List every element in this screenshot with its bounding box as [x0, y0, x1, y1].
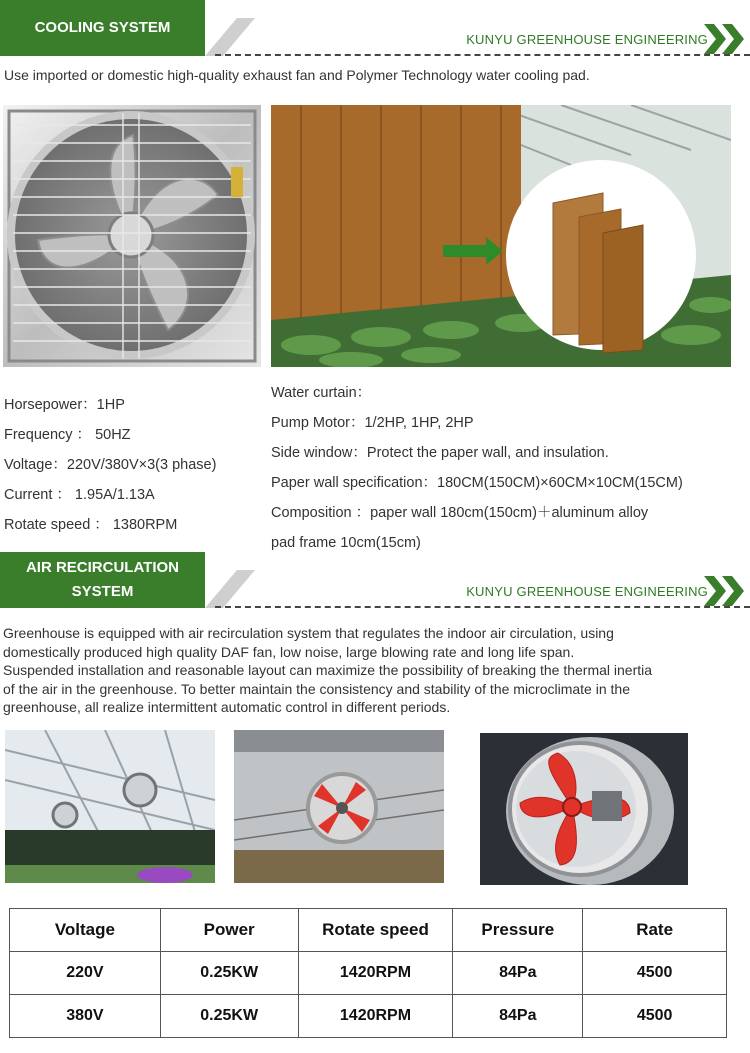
brand-label: KUNYU GREENHOUSE ENGINEERING — [466, 32, 708, 47]
table-cell: 0.25KW — [160, 995, 298, 1038]
recirc-section-header — [0, 552, 750, 608]
hanging-fan-image — [234, 730, 444, 883]
fan-spec-voltage: Voltage：220V/380V×3(3 phase) — [4, 457, 217, 473]
brand-label: KUNYU GREENHOUSE ENGINEERING — [466, 584, 708, 599]
recirc-tab-title-line1: AIR RECIRCULATION — [25, 559, 180, 576]
double-chevron-icon — [704, 576, 746, 606]
table-row — [10, 952, 727, 995]
col-header-power: Power — [160, 909, 298, 952]
recirc-tab — [0, 552, 205, 608]
fan-spec-rotate-speed: Rotate speed ： 1380RPM — [4, 517, 178, 533]
cooling-intro: Use imported or domestic high-quality exhaust fan and Polymer Technology water cooling pad. — [4, 67, 590, 83]
table-cell: 4500 — [583, 995, 727, 1038]
table-cell: 84Pa — [453, 952, 583, 995]
col-header-rotate-speed: Rotate speed — [298, 909, 453, 952]
header-slash-decoration — [205, 18, 255, 56]
fan-spec-frequency: Frequency ： 50HZ — [4, 427, 131, 443]
table-cell: 220V — [10, 952, 161, 995]
table-cell: 1420RPM — [298, 952, 453, 995]
table-row — [10, 995, 727, 1038]
cooling-pad-image — [271, 105, 731, 367]
curtain-spec-pump: Pump Motor：1/2HP, 1HP, 2HP — [271, 415, 474, 431]
table-cell: 4500 — [583, 952, 727, 995]
recirc-line-4: of the air in the greenhouse. To better maintain the consistency and stability of the microclimate in the — [3, 680, 630, 697]
col-header-rate: Rate — [583, 909, 727, 952]
table-cell: 380V — [10, 995, 161, 1038]
curtain-spec-pad-frame: pad frame 10cm(15cm) — [271, 535, 421, 551]
exhaust-fan-image — [3, 105, 261, 367]
header-slash-decoration — [205, 570, 255, 608]
greenhouse-fans-image — [5, 730, 215, 883]
recirc-paragraph — [3, 624, 652, 717]
recirc-line-3: Suspended installation and reasonable layout can maximize the possibility of breaking the thermal inertia — [3, 662, 653, 678]
col-header-voltage: Voltage — [10, 909, 161, 952]
cooling-tab-title: COOLING SYSTEM — [34, 19, 171, 36]
curtain-spec-paper-wall: Paper wall specification：180CM(150CM)×60CM×10CM(15CM) — [271, 475, 683, 491]
header-divider — [215, 54, 750, 56]
double-chevron-icon — [704, 24, 746, 54]
fan-spec-horsepower: Horsepower：1HP — [4, 397, 125, 413]
fan-spec-list — [4, 390, 216, 540]
recirc-line-1: Greenhouse is equipped with air recirculation system that regulates the indoor air circulation, using — [3, 625, 614, 641]
col-header-pressure: Pressure — [453, 909, 583, 952]
fan-spec-current: Current ： 1.95A/1.13A — [4, 487, 155, 503]
circulation-fan-image — [480, 733, 688, 885]
curtain-spec-title: Water curtain： — [271, 385, 372, 401]
curtain-spec-composition: Composition ：paper wall 180cm(150cm)＋aluminum alloy — [271, 505, 649, 521]
curtain-spec-side-window: Side window：Protect the paper wall, and insulation. — [271, 445, 609, 461]
table-cell: 1420RPM — [298, 995, 453, 1038]
curtain-spec-list — [271, 378, 683, 558]
recirc-line-5: greenhouse, all realize intermittent automatic control in different periods. — [3, 699, 451, 715]
header-divider — [215, 606, 750, 608]
recirc-line-2: domestically produced high quality DAF fan, low noise, large blowing rate and long life span. — [3, 643, 575, 660]
table-cell: 84Pa — [453, 995, 583, 1038]
cooling-tab — [0, 0, 205, 56]
recirc-tab-title-line2: SYSTEM — [71, 583, 134, 600]
table-header-row — [10, 909, 727, 952]
cooling-section-header — [0, 0, 750, 56]
fan-spec-table — [9, 908, 727, 1038]
table-cell: 0.25KW — [160, 952, 298, 995]
